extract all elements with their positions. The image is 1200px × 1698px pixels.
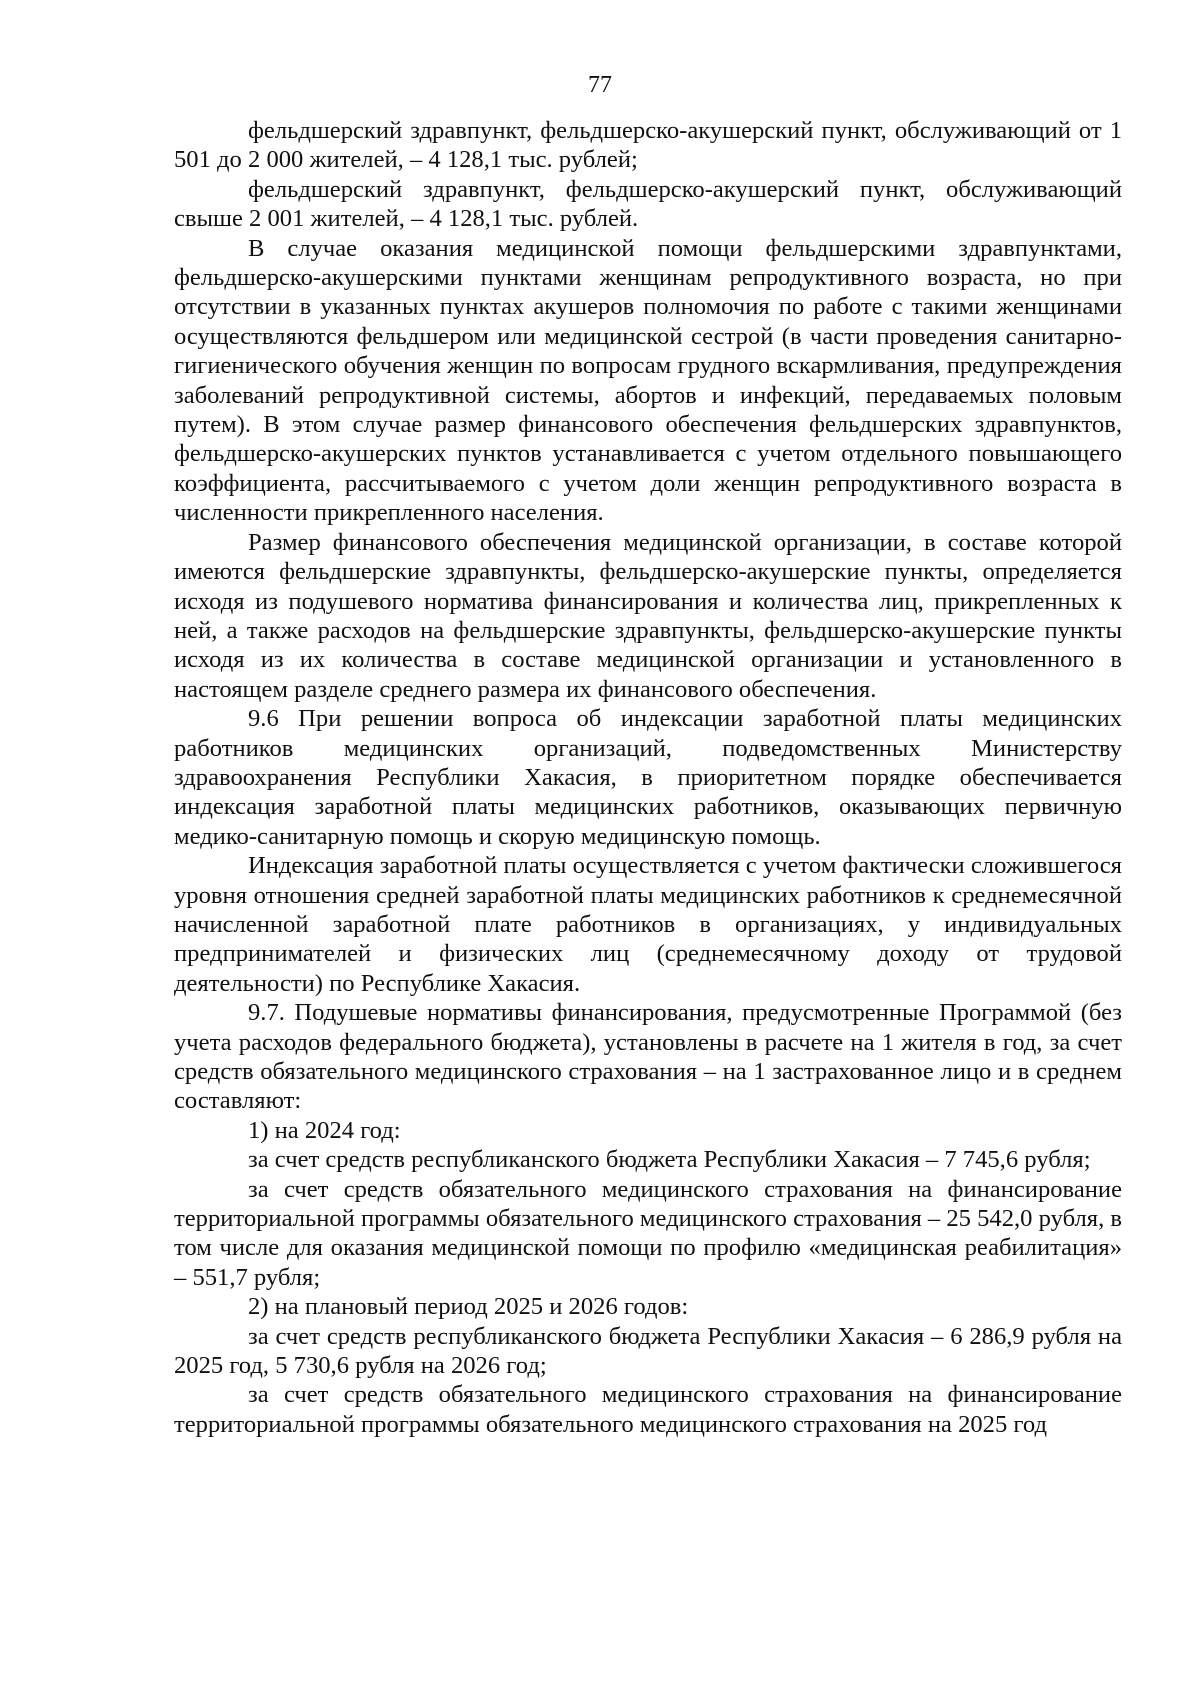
- paragraph: фельдшерский здравпункт, фельдшерско-акушерский пункт, обслуживающий свыше 2 001 жителей, – 4 128,1 тыс. рублей.: [174, 175, 1122, 233]
- paragraph: 1) на 2024 год:: [248, 1116, 401, 1144]
- paragraph: В случае оказания медицинской помощи фельдшерскими здравпунктами, фельдшерско-акушерскими пунктами женщинам репродуктивного возраста, но при отсутствии в указанных пунктах акушеров полномочия по работе с такими женщинами осуществляются фельдшером или медицинской сестрой (в части проведения санитарно-гигиенического обучения женщин по вопросам грудного вскармливания, предупреждения заболеваний репродуктивной системы, абортов и инфекций, передаваемых половым путем). В этом случае размер финансового обеспечения фельдшерских здравпунктов, фельдшерско-акушерских пунктов устанавливается с учетом отдельного повышающего коэффициента, рассчитываемого с учетом доли женщин репродуктивного возраста в численности прикрепленного населения.: [174, 234, 1122, 527]
- paragraph: за счет средств республиканского бюджета Республики Хакасия – 6 286,9 рубля на 2025 год, 5 730,6 рубля на 2026 год;: [174, 1322, 1122, 1380]
- paragraph: за счет средств обязательного медицинского страхования на финансирование территориальной программы обязательного медицинского страхования на 2025 год: [174, 1381, 1122, 1438]
- paragraph: Размер финансового обеспечения медицинской организации, в составе которой имеются фельдшерские здравпункты, фельдшерско-акушерские пункты, определяется исходя из подушевого норматива финансирования и количества лиц, прикрепленных к ней, а также расходов на фельдшерские здравпункты, фельдшерско-акушерские пункты исходя из их количества в составе медицинской организации и установленного в настоящем разделе среднего размера их финансового обеспечения.: [174, 528, 1122, 703]
- paragraph: за счет средств республиканского бюджета Республики Хакасия – 7 745,6 рубля;: [248, 1146, 1091, 1174]
- page-number: 77: [588, 72, 612, 98]
- paragraph: Индексация заработной платы осуществляется с учетом фактически сложившегося уровня отношения средней заработной платы медицинских работников к среднемесячной начисленной заработной плате работников в организациях, у индивидуальных предпринимателей и физических лиц (среднемесячному доходу от трудовой деятельности) по Республике Хакасия.: [174, 852, 1122, 997]
- paragraph: за счет средств обязательного медицинского страхования на финансирование территориальной программы обязательного медицинского страхования – 25 542,0 рубля, в том числе для оказания медицинской помощи по профилю «медицинская реабилитация» – 551,7 рубля;: [174, 1175, 1122, 1291]
- paragraph: фельдшерский здравпункт, фельдшерско-акушерский пункт, обслуживающий от 1 501 до 2 000 жителей, – 4 128,1 тыс. рублей;: [174, 117, 1122, 174]
- paragraph: 9.7. Подушевые нормативы финансирования, предусмотренные Программой (без учета расходов федерального бюджета), установлены в расчете на 1 жителя в год, за счет средств обязательного медицинского страхования – на 1 застрахованное лицо и в среднем составляют:: [174, 999, 1122, 1115]
- paragraph: 9.6 При решении вопроса об индексации заработной платы медицинских работников медицинских организаций, подведомственных Министерству здравоохранения Республики Хакасия, в приоритетном порядке обеспечивается индексация заработной платы медицинских работников, оказывающих первичную медико-санитарную помощь и скорую медицинскую помощь.: [174, 705, 1122, 850]
- document-body: [174, 116, 1122, 1439]
- paragraph: 2) на плановый период 2025 и 2026 годов:: [248, 1293, 689, 1321]
